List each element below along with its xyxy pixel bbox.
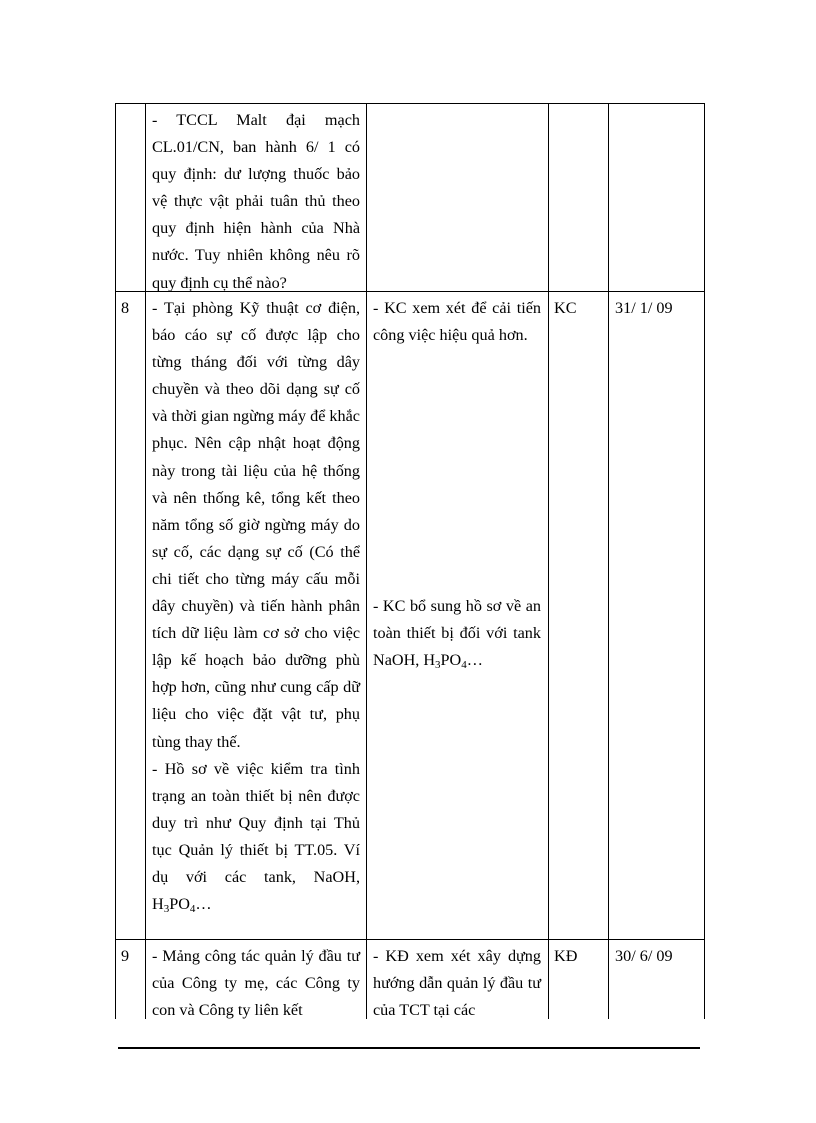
row-8-action-1: - KC xem xét để cải tiến công việc hiệu quả hơn. xyxy=(373,299,541,345)
row-8-deadline: 31/ 1/ 09 xyxy=(615,299,673,317)
corrective-action-table xyxy=(115,103,705,1019)
footer-divider xyxy=(118,1047,700,1049)
row-8-action-2: - KC bổ sung hồ sơ về an toàn thiết bị đối với tank NaOH, $H_3PO_4\dots$ xyxy=(373,597,541,672)
column-border xyxy=(548,103,549,1019)
table-top-border xyxy=(115,103,704,104)
row-9-deadline: 30/ 6/ 09 xyxy=(615,947,673,965)
row-8-finding xyxy=(152,295,360,918)
row-8-responsible: KC xyxy=(554,299,577,317)
row-9-number: 9 xyxy=(121,947,130,965)
column-border xyxy=(115,103,116,1019)
column-border xyxy=(608,103,609,1019)
row-8-finding-1: - Tại phòng Kỹ thuật cơ điện, báo cáo sự cố được lập cho từng tháng đối với từng dây chuyền và theo dõi dạng sự cố và thời gian ngừng máy để khắc phục. Nên cập nhật hoạt động này trong tài liệu của hệ thống và nên thống kê, tổng kết theo năm tổng số giờ ngừng máy do sự cố, các dạng sự cố (Có thể chi tiết cho từng máy cấu mỗi dây chuyền) và tiến hành phân tích dữ liệu làm cơ sở cho việc lập kế hoạch bảo dưỡng phù hợp hơn, cũng như cung cấp dữ liệu cho việc đặt vật tư, phụ tùng thay thế. xyxy=(152,299,360,751)
column-border xyxy=(704,103,705,1019)
column-border xyxy=(366,103,367,1019)
row-8-number: 8 xyxy=(121,299,130,317)
row-9-finding: - Mảng công tác quản lý đầu tư của Công ty mẹ, các Công ty con và Công ty liên kết xyxy=(152,947,360,1020)
row-divider xyxy=(115,939,704,940)
column-border xyxy=(145,103,146,1019)
row-9-action: - KĐ xem xét xây dựng hướng dẫn quản lý đầu tư của TCT tại các xyxy=(373,947,541,1020)
row-8-finding-2: - Hồ sơ về việc kiểm tra tình trạng an toàn thiết bị nên được duy trì như Quy định tại Thủ tục Quản lý thiết bị TT.05. Ví dụ với các tank, NaOH, $H_3PO_4\dots$ xyxy=(152,759,360,916)
table-row-continued-finding: - TCCL Malt đại mạch CL.01/CN, ban hành 6/ 1 có quy định: dư lượng thuốc bảo vệ thực vật phải tuân thủ theo quy định hiện hành của Nhà nước. Tuy nhiên không nêu rõ quy định cụ thể nào? xyxy=(152,111,360,292)
row-9-responsible: KĐ xyxy=(554,947,578,965)
